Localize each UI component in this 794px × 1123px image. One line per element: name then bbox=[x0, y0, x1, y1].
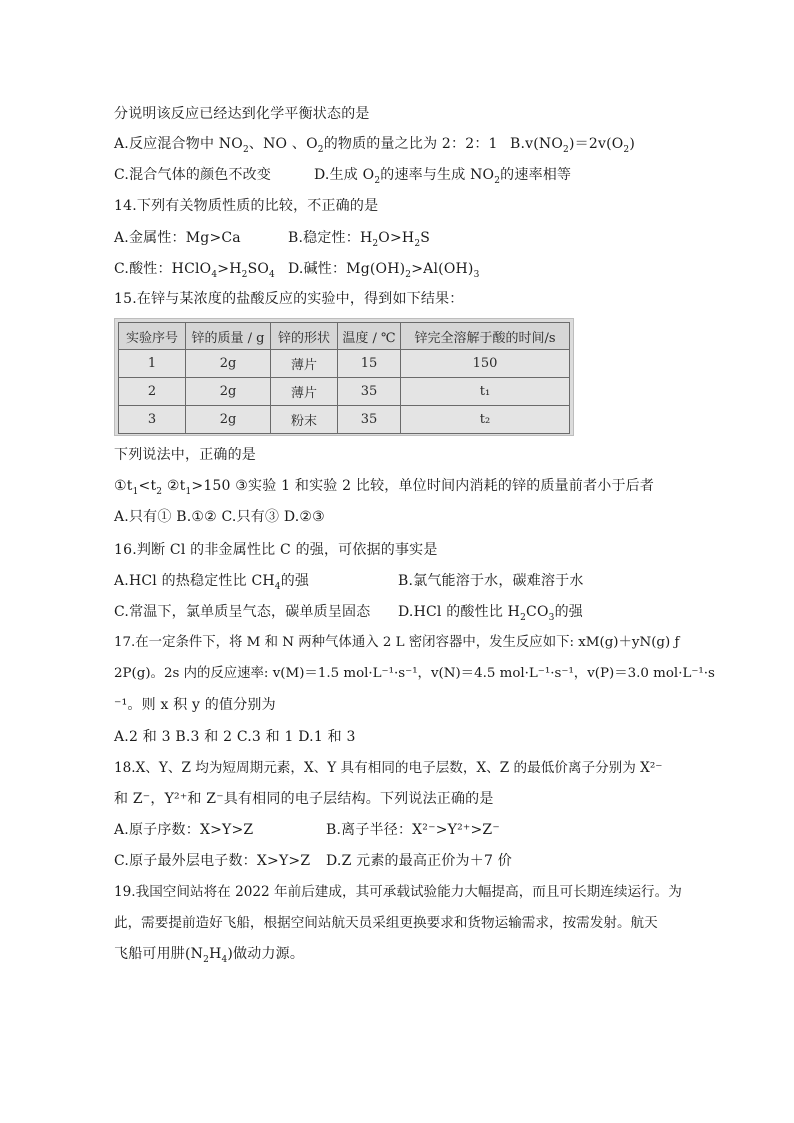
q13-option-d bbox=[314, 165, 571, 185]
text: ①t bbox=[114, 478, 133, 494]
q13-option-c: C.混合气体的颜色不改变 bbox=[114, 167, 272, 183]
text: >H bbox=[217, 261, 242, 277]
q18-stem-line1: 18.X、Y、Z 均为短周期元素，X、Y 具有相同的电子层数，X、Z 的最低价离子分别为 X²⁻ bbox=[114, 760, 663, 776]
sub: 2 bbox=[242, 144, 249, 155]
q15-question: 下列说法中，正确的是 bbox=[114, 447, 256, 463]
sub: 4 bbox=[221, 954, 228, 965]
table-cell: 35 bbox=[338, 406, 401, 434]
q17-options: A.2 和 3 B.3 和 2 C.3 和 1 D.1 和 3 bbox=[114, 729, 356, 745]
q14-option-c bbox=[114, 259, 275, 279]
q16-stem: 16.判断 Cl 的非金属性比 C 的强，可依据的事实是 bbox=[114, 542, 438, 558]
q16-option-d bbox=[398, 602, 583, 622]
text: 、NO 、O bbox=[248, 136, 318, 152]
table-cell: 2 bbox=[119, 378, 186, 406]
text: D.碱性：Mg(OH) bbox=[288, 261, 406, 277]
q16-option-b: B.氯气能溶于水，碳难溶于水 bbox=[398, 573, 584, 589]
q19-stem-line3 bbox=[114, 944, 304, 964]
q13-option-b bbox=[510, 134, 635, 154]
text: ②t bbox=[162, 478, 186, 494]
text: CO bbox=[526, 604, 549, 620]
sub: 3 bbox=[548, 612, 555, 623]
header-cell: 锌的形状 bbox=[271, 323, 338, 350]
text: D.HCl 的酸性比 H bbox=[398, 604, 521, 620]
text: 的速率与生成 NO bbox=[380, 167, 495, 183]
sub: 2 bbox=[494, 175, 501, 186]
sub: 4 bbox=[211, 269, 218, 280]
text: S bbox=[420, 230, 431, 246]
sub: 2 bbox=[372, 238, 379, 249]
sub: 2 bbox=[317, 144, 324, 155]
table-header-row bbox=[119, 323, 570, 350]
table-cell: 2g bbox=[186, 406, 271, 434]
table-cell: 1 bbox=[119, 350, 186, 378]
table-row bbox=[119, 350, 570, 378]
q14-option-b bbox=[288, 228, 430, 248]
sub: 4 bbox=[274, 581, 281, 592]
text: 的速率相等 bbox=[500, 167, 572, 183]
header-cell: 锌的质量 / g bbox=[186, 323, 271, 350]
text: 的强 bbox=[280, 573, 310, 589]
text: <t bbox=[138, 478, 157, 494]
table-cell: 薄片 bbox=[271, 350, 338, 378]
q14-option-a: A.金属性：Mg>Ca bbox=[114, 230, 241, 246]
table-cell: 粉末 bbox=[271, 406, 338, 434]
table-cell: t₁ bbox=[401, 378, 570, 406]
q18-option-d: D.Z 元素的最高正价为＋7 价 bbox=[326, 853, 512, 869]
q15-options: A.只有① B.①② C.只有③ D.②③ bbox=[114, 509, 325, 525]
q13-stem-tail: 分说明该反应已经达到化学平衡状态的是 bbox=[114, 106, 370, 122]
sub: 2 bbox=[241, 269, 248, 280]
q17-stem-line2: 2P(g)。2s 内的反应速率: v(M)＝1.5 mol·L⁻¹·s⁻¹，v(N)＝4.5 mol·L⁻¹·s⁻¹，v(P)＝3.0 mol·L⁻¹·s bbox=[114, 666, 715, 681]
text: O>H bbox=[378, 230, 415, 246]
text: 飞船可用肼(N bbox=[114, 946, 204, 962]
q17-stem-line3: ⁻¹。则 x 积 y 的值分别为 bbox=[114, 697, 276, 713]
text: B.v(NO bbox=[510, 136, 564, 152]
sub: 2 bbox=[623, 144, 630, 155]
header-cell: 实验序号 bbox=[119, 323, 186, 350]
text: 的强 bbox=[554, 604, 583, 620]
sub: 2 bbox=[374, 175, 381, 186]
table-row bbox=[119, 378, 570, 406]
sub: 2 bbox=[563, 144, 569, 155]
text: SO bbox=[247, 261, 270, 277]
table-cell: 15 bbox=[338, 350, 401, 378]
table-cell: 35 bbox=[338, 378, 401, 406]
q16-option-a bbox=[114, 571, 309, 591]
experiment-table-image bbox=[114, 318, 574, 436]
text: C.酸性：HClO bbox=[114, 261, 212, 277]
q17-stem-line1: 17.在一定条件下，将 M 和 N 两种气体通入 2 L 密闭容器中，发生反应如下: xM(g)＋yN(g) ƒ bbox=[114, 635, 680, 650]
experiment-table bbox=[118, 322, 570, 434]
text: )做动力源。 bbox=[227, 946, 305, 962]
q18-option-c: C.原子最外层电子数：X>Y>Z bbox=[114, 853, 311, 869]
text: )＝2v(O bbox=[568, 136, 624, 152]
sub: 2 bbox=[405, 269, 412, 280]
sub: 1 bbox=[132, 486, 139, 497]
sub: 2 bbox=[203, 954, 210, 965]
table-cell: t₂ bbox=[401, 406, 570, 434]
q18-stem-line2: 和 Z⁻，Y²⁺和 Z⁻具有相同的电子层结构。下列说法正确的是 bbox=[114, 791, 494, 807]
sub: 2 bbox=[414, 238, 421, 249]
header-cell: 锌完全溶解于酸的时间/s bbox=[401, 323, 570, 350]
table-cell: 2g bbox=[186, 378, 271, 406]
q15-statements bbox=[114, 476, 654, 496]
text: A.反应混合物中 NO bbox=[114, 136, 243, 152]
sub: 2 bbox=[520, 612, 527, 623]
table-cell: 薄片 bbox=[271, 378, 338, 406]
text: B.稳定性：H bbox=[288, 230, 373, 246]
text: 的物质的量之比为 2：2：1 bbox=[323, 136, 498, 152]
text: >Al(OH) bbox=[411, 261, 474, 277]
text: ) bbox=[629, 136, 636, 152]
text: >150 bbox=[191, 478, 231, 494]
sub: 3 bbox=[473, 269, 480, 280]
text: ③实验 1 和实验 2 比较，单位时间内消耗的锌的质量前者小于后者 bbox=[230, 478, 655, 494]
table-row bbox=[119, 406, 570, 434]
text: A.HCl 的热稳定性比 CH bbox=[114, 573, 275, 589]
q18-option-b: B.离子半径：X²⁻>Y²⁺>Z⁻ bbox=[326, 822, 500, 838]
sub: 2 bbox=[156, 486, 163, 497]
q18-option-a: A.原子序数：X>Y>Z bbox=[114, 822, 254, 838]
table-cell: 150 bbox=[401, 350, 570, 378]
table-cell: 3 bbox=[119, 406, 186, 434]
header-cell: 温度 / ℃ bbox=[338, 323, 401, 350]
text: D.生成 O bbox=[314, 167, 375, 183]
text: H bbox=[209, 946, 222, 962]
table-cell: 2g bbox=[186, 350, 271, 378]
q15-stem: 15.在锌与某浓度的盐酸反应的实验中，得到如下结果： bbox=[114, 291, 464, 307]
q19-stem-line2: 此，需要提前造好飞船，根据空间站航天员采组更换要求和货物运输需求，按需发射。航天 bbox=[114, 915, 658, 931]
q14-option-d bbox=[288, 259, 480, 279]
sub: 4 bbox=[269, 269, 275, 280]
q14-stem: 14.下列有关物质性质的比较，不正确的是 bbox=[114, 198, 379, 214]
q16-option-c: C.常温下，氯单质呈气态，碳单质呈固态 bbox=[114, 604, 371, 620]
q19-stem-line1: 19.我国空间站将在 2022 年前后建成，其可承载试验能力大幅提高，而且可长期连续运行。为 bbox=[114, 884, 682, 900]
q13-option-a bbox=[114, 134, 498, 154]
sub: 1 bbox=[185, 486, 192, 497]
